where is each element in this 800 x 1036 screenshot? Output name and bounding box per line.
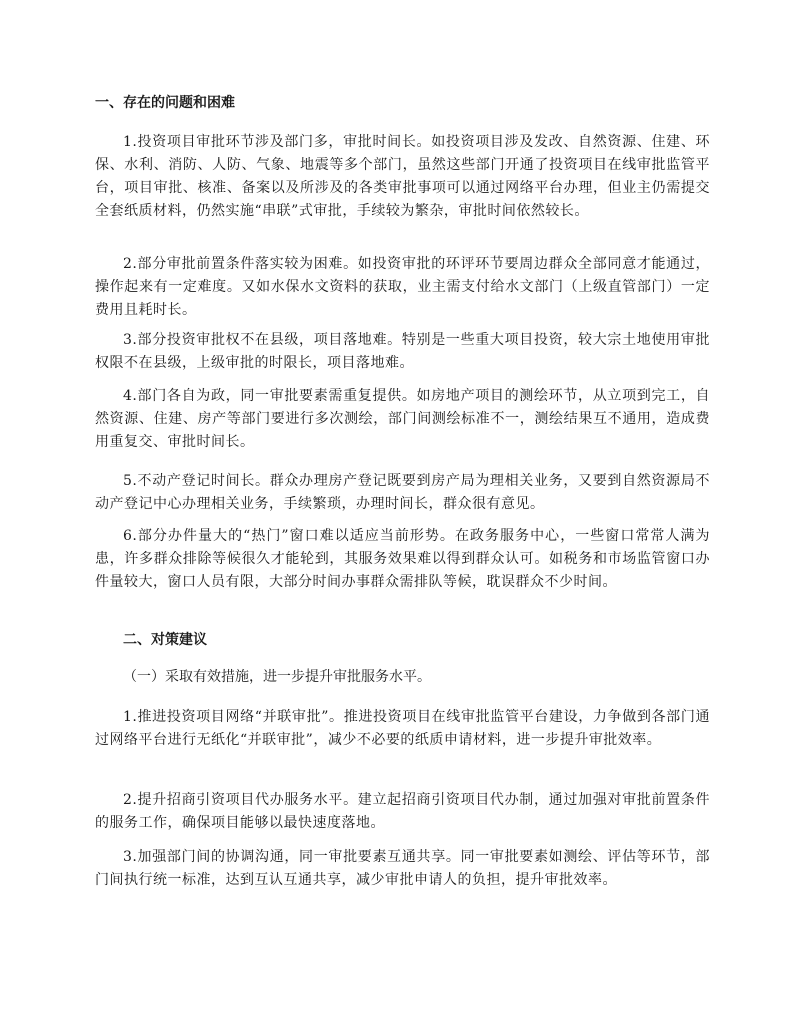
paragraph-suggestion-3: 3.加强部门间的协调沟通，同一审批要素互通共享。同一审批要素如测绘、评估等环节，部门间执行统一标准，达到互认互通共享，减少审批申请人的负担，提升审批效率。 [95,849,710,888]
paragraph-problem-1: 1.投资项目审批环节涉及部门多，审批时间长。如投资项目涉及发改、自然资源、住建、环保、水利、消防、人防、气象、地震等多个部门，虽然这些部门开通了投资项目在线审批监管平台，项目审批、核准、备案以及所涉及的各类审批事项可以通过网络平台办理，但业主仍需提交全套纸质材料，仍然实施“串联”式审批，手续较为繁杂，审批时间依然较长。 [95,134,710,219]
paragraph-problem-5: 5.不动产登记时间长。群众办理房产登记既要到房产局为理相关业务，又要到自然资源局不动产登记中心办理相关业务，手续繁琐，办理时间长，群众很有意见。 [95,473,710,512]
paragraph-problem-6: 6.部分办件量大的“热门”窗口难以适应当前形势。在政务服务中心，一些窗口常常人满为患，许多群众排除等候很久才能轮到，其服务效果难以得到群众认可。如税务和市场监管窗口办件量较大，窗口人员有限，大部分时间办事群众需排队等候，耽误群众不少时间。 [95,528,710,590]
paragraph-problem-3: 3.部分投资审批权不在县级，项目落地难。特别是一些重大项目投资，较大宗土地使用审批权限不在县级，上级审批的时限长，项目落地难。 [95,332,710,371]
paragraph-suggestion-1: 1.推进投资项目网络“并联审批”。推进投资项目在线审批监管平台建设，力争做到各部门通过网络平台进行无纸化“并联审批”，减少不必要的纸质申请材料，进一步提升审批效率。 [95,709,710,748]
section-heading-suggestions: 二、对策建议 [123,632,207,648]
subsection-heading: （一）采取有效措施，进一步提升审批服务水平。 [123,669,431,685]
paragraph-problem-2: 2.部分审批前置条件落实较为困难。如投资审批的环评环节要周边群众全部同意才能通过，操作起来有一定难度。又如水保水文资料的获取，业主需支付给水文部门（上级直管部门）一定费用且耗时长。 [95,256,710,318]
paragraph-suggestion-2: 2.提升招商引资项目代办服务水平。建立起招商引资项目代办制，通过加强对审批前置条件的服务工作，确保项目能够以最快速度落地。 [95,792,710,831]
section-heading-problems: 一、存在的问题和困难 [95,95,235,111]
paragraph-problem-4: 4.部门各自为政，同一审批要素需重复提供。如房地产项目的测绘环节，从立项到完工，自然资源、住建、房产等部门要进行多次测绘，部门间测绘标准不一，测绘结果互不通用，造成费用重复交、审批时间长。 [95,388,710,450]
